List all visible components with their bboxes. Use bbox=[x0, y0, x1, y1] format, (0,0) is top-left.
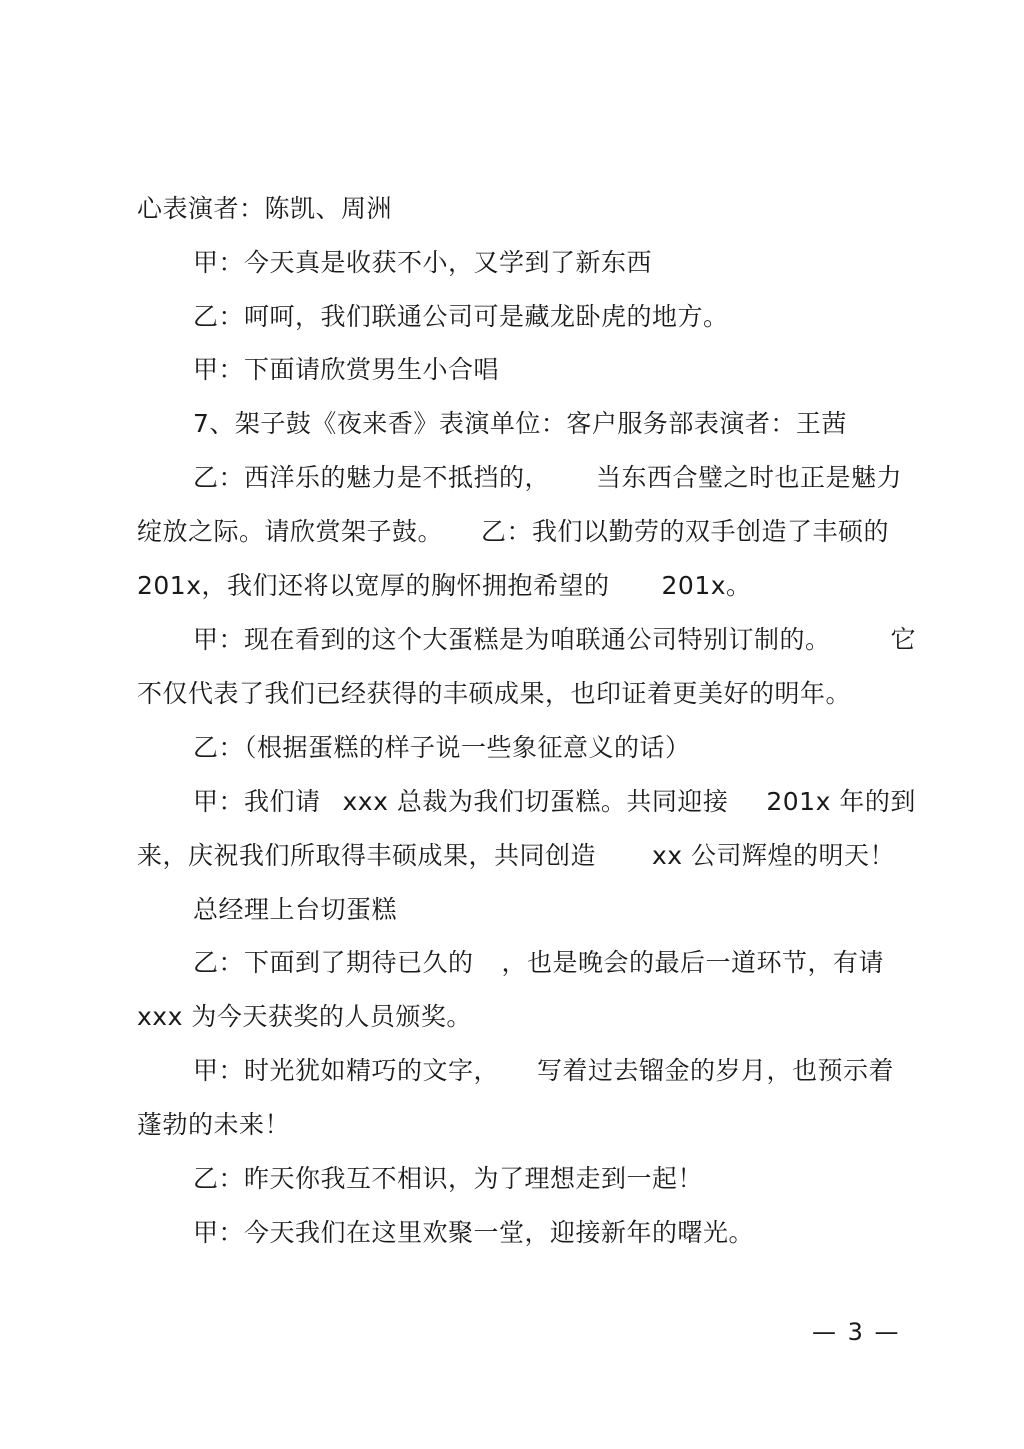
text-line: 7、架子鼓《夜来香》表演单位：客户服务部表演者：王茜 bbox=[193, 409, 847, 438]
text-segment: 它 bbox=[890, 625, 917, 654]
text-line bbox=[193, 785, 916, 819]
text-line: xxx 为今天获奖的人员颁奖。 bbox=[137, 1002, 472, 1031]
text-line: 甲：下面请欣赏男生小合唱 bbox=[193, 355, 500, 384]
text-segment: 绽放之际。请欣赏架子鼓。 bbox=[137, 517, 444, 546]
text-line: 甲：今天我们在这里欢聚一堂，迎接新年的曙光。 bbox=[193, 1218, 755, 1247]
text-segment: 来，庆祝我们所取得丰硕成果，共同创造 bbox=[137, 841, 597, 870]
text-segment: 乙：下面到了期待已久的 bbox=[193, 948, 474, 977]
text-segment: ，也是晚会的最后一道环节，有请 bbox=[501, 948, 885, 977]
text-segment: 201x，我们还将以宽厚的胸怀拥抱希望的 bbox=[137, 571, 610, 600]
text-line: 乙：呵呵，我们联通公司可是藏龙卧虎的地方。 bbox=[193, 302, 729, 331]
text-line: 心表演者：陈凯、周洲 bbox=[137, 194, 393, 223]
text-line bbox=[193, 623, 916, 657]
text-segment: 乙：西洋乐的魅力是不抵挡的， bbox=[193, 463, 551, 492]
text-line: 不仅代表了我们已经获得的丰硕成果，也印证着更美好的明年。 bbox=[137, 679, 852, 708]
text-segment: 甲：我们请 bbox=[193, 787, 321, 816]
text-segment: 201x。 bbox=[661, 571, 752, 600]
text-segment: xx 公司辉煌的明天！ bbox=[652, 841, 896, 870]
text-line: 蓬勃的未来！ bbox=[137, 1110, 291, 1139]
page-number: — 3 — bbox=[812, 1318, 901, 1346]
text-line bbox=[137, 569, 752, 603]
text-segment: xxx 总裁为我们切蛋糕。共同迎接 bbox=[342, 787, 729, 816]
text-segment: 乙：我们以勤劳的双手创造了丰硕的 bbox=[481, 517, 890, 546]
text-segment: 201x 年的到 bbox=[766, 787, 916, 816]
text-line: 乙：昨天你我互不相识，为了理想走到一起！ bbox=[193, 1164, 704, 1193]
text-line bbox=[137, 839, 895, 873]
text-line bbox=[193, 946, 884, 980]
text-line bbox=[193, 1054, 894, 1088]
text-line bbox=[193, 461, 902, 495]
text-segment: 甲：现在看到的这个大蛋糕是为咱联通公司特别订制的。 bbox=[193, 625, 831, 654]
text-line: 甲：今天真是收获不小，又学到了新东西 bbox=[193, 248, 653, 277]
text-segment: 甲：时光犹如精巧的文字， bbox=[193, 1056, 500, 1085]
text-segment: 当东西合璧之时也正是魅力 bbox=[596, 463, 903, 492]
text-line: 总经理上台切蛋糕 bbox=[193, 895, 398, 924]
text-segment: 写着过去镏金的岁月，也预示着 bbox=[537, 1056, 895, 1085]
text-line bbox=[137, 515, 889, 549]
text-line: 乙：（根据蛋糕的样子说一些象征意义的话） bbox=[193, 733, 691, 762]
